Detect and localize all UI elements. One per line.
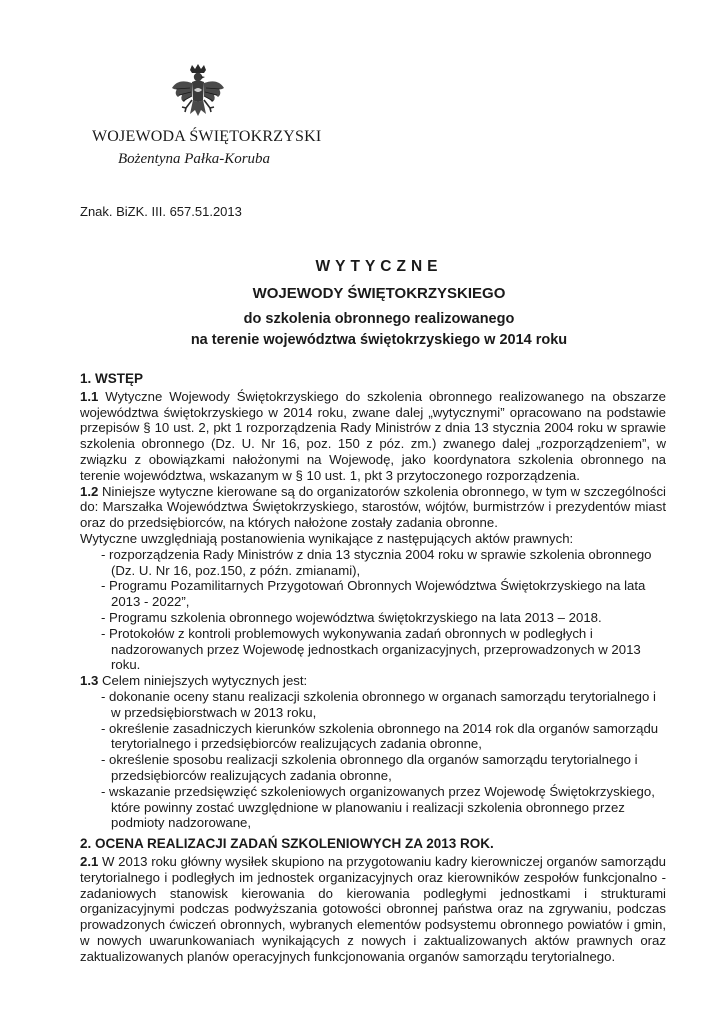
office-name: WOJEWODA ŚWIĘTOKRZYSKI xyxy=(92,128,322,145)
section-1-heading: 1. WSTĘP xyxy=(80,371,144,386)
paragraph-1-3-number: 1.3 xyxy=(80,673,99,689)
paragraph-2-1 xyxy=(80,854,666,965)
reference-number: Znak. BiZK. III. 657.51.2013 xyxy=(80,204,242,219)
official-name: Bożentyna Pałka-Koruba xyxy=(118,151,271,167)
paragraph-2-1-number: 2.1 xyxy=(80,853,99,869)
paragraph-2-1-text: W 2013 roku główny wysiłek skupiono na przygotowaniu kadry kierowniczej organów samorządu terytorialnego i podległych im jednostek organizacyjnych oraz kierowników zespołów funkcjonalno - zadaniowych stanowisk kierowania do kierowania podległymi jednostkami i strukturami organizacyjnymi podczas podwyższania gotowości obronnej państwa oraz na zgrywaniu, podczas prowadzonych ćwiczeń obronnych, wybranych elementów podsystemu obronnego powiatów i gmin, w nowych uwarunkowaniach wynikających z nowych i zaktualizowanych aktów prawnych oraz zaktualizowanych planów operacyjnych funkcjonowania organów samorządu terytorialnego. xyxy=(80,853,666,964)
list-item: - rozporządzenia Rady Ministrów z dnia 13 stycznia 2004 roku w sprawie szkolenia obronnego (Dz. U. Nr 16, poz.150, z późn. zmianami), xyxy=(101,546,652,578)
document-body xyxy=(80,371,666,964)
paragraph-1-1-number: 1.1 xyxy=(80,388,99,404)
title-line-4: na terenie województwa świętokrzyskiego w 2014 roku xyxy=(190,332,568,348)
title-line-2: WOJEWODY ŚWIĘTOKRZYSKIEGO xyxy=(252,285,506,302)
list-item: - dokonanie oceny stanu realizacji szkolenia obronnego w organach samorządu terytorialnego i w przedsiębiorstwach w 2013 roku, xyxy=(101,688,656,720)
title-line-1: WYTYCZNE xyxy=(315,258,443,275)
paragraph-1-1 xyxy=(80,389,666,484)
section-2-heading: 2. OCENA REALIZACJI ZADAŃ SZKOLENIOWYCH ZA 2013 ROK. xyxy=(80,836,494,852)
legal-acts-list xyxy=(80,547,666,673)
paragraph-1-2-intro: Wytyczne uwzględniają postanowienia wynikające z następujących aktów prawnych: xyxy=(80,530,574,546)
list-item: - Programu Pozamilitarnych Przygotowań Obronnych Województwa Świętokrzyskiego na lata 2013 - 2022”, xyxy=(101,578,646,610)
list-item: - określenie zasadniczych kierunków szkolenia obronnego na 2014 rok dla organów samorządu terytorialnego i przedsiębiorców realizujących zadania obronne, xyxy=(101,720,659,752)
paragraph-1-1-text: Wytyczne Wojewody Świętokrzyskiego do szkolenia obronnego realizowanego na obszarze województwa świętokrzyskiego w 2014 roku, zwane dalej „wytycznymi” opracowano na podstawie przepisów § 10 ust. 2, pkt 1 rozporządzenia Rady Ministrów z dnia 13 stycznia 2004 roku w sprawie szkolenia obronnego (Dz. U. Nr 16, poz. 150 z póz. zm.) zwanego dalej „rozporządzeniem”, w związku z obowiązkami nałożonymi na Wojewodę, jako koordynatora szkolenia obronnego na terenie województwa, wskazanym w § 10 ust. 1, pkt 3 przytoczonego rozporządzenia. xyxy=(80,388,666,483)
title-line-3: do szkolenia obronnego realizowanego xyxy=(243,311,515,327)
goals-list xyxy=(80,689,666,831)
paragraph-1-2-text: Niniejsze wytyczne kierowane są do organizatorów szkolenia obronnego, w tym w szczególności do: Marszałka Województwa Świętokrzyskiego, starostów, wójtów, burmistrzów i prezydentów miast oraz do przedsiębiorców, na których nałożone zostały zadania obronne. xyxy=(80,483,666,531)
list-item: - Programu szkolenia obronnego województwa świętokrzyskiego na lata 2013 – 2018. xyxy=(101,609,602,625)
paragraph-1-3 xyxy=(80,673,666,689)
paragraph-1-3-text: Celem niniejszych wytycznych jest: xyxy=(98,673,308,689)
paragraph-1-2 xyxy=(80,484,666,531)
paragraph-1-2-number: 1.2 xyxy=(80,483,99,499)
white-eagle-emblem-icon xyxy=(170,64,226,126)
list-item: - Protokołów z kontroli problemowych wykonywania zadań obronnych w podległych i nadzorowanych przez Wojewodę jednostkach organizacyjnych, przeprowadzonych w 2013 roku. xyxy=(101,625,641,673)
list-item: - określenie sposobu realizacji szkolenia obronnego dla organów samorządu terytorialnego i przedsiębiorców realizujących zadania obronne, xyxy=(101,752,638,783)
list-item: - wskazanie przedsięwzięć szkoleniowych organizowanych przez Wojewodę Świętokrzyskiego, które powinny zostać uwzględnione w planowaniu i realizacji szkolenia obronnego przez podmioty nadzorowane, xyxy=(101,783,655,831)
document-title xyxy=(80,258,660,348)
